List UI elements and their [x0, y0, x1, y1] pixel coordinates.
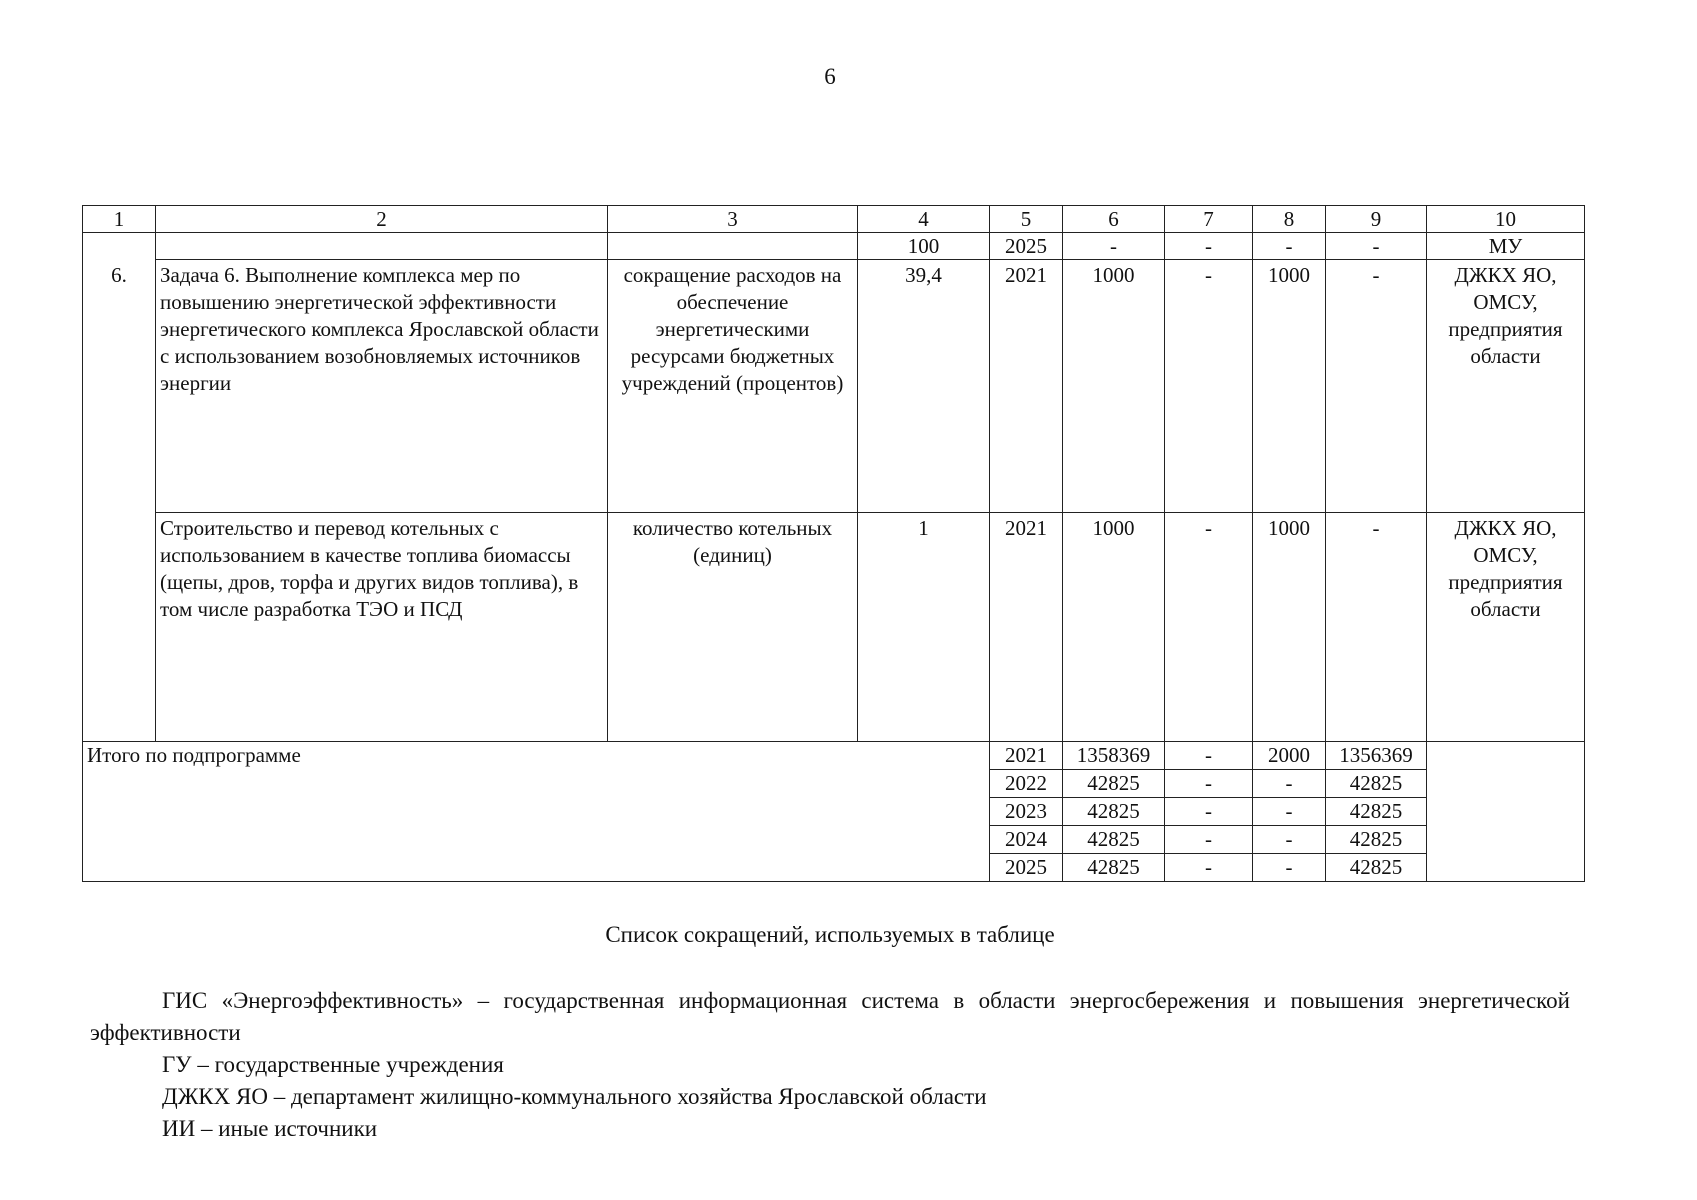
indicator-value: 1 [858, 513, 990, 742]
funding-total: 42825 [1063, 798, 1165, 826]
funding-cell: - [1253, 826, 1326, 854]
indicator-value: 100 [858, 233, 990, 260]
funding-cell: - [1253, 798, 1326, 826]
funding-total: 1000 [1063, 260, 1165, 513]
abbreviation-item: ИИ – иные источники [162, 1116, 378, 1141]
year-cell: 2023 [990, 798, 1063, 826]
abbreviations-list [90, 985, 1570, 1145]
indicator-value: 39,4 [858, 260, 990, 513]
header-cell: 1 [83, 206, 156, 233]
table-header-row [83, 206, 1585, 233]
table-row [83, 513, 1585, 742]
funding-cell: 42825 [1326, 854, 1427, 882]
funding-cell: - [1165, 826, 1253, 854]
funding-cell: 1000 [1253, 513, 1326, 742]
year-cell: 2025 [990, 233, 1063, 260]
header-cell: 6 [1063, 206, 1165, 233]
empty-cell [608, 233, 858, 260]
empty-cell [1427, 742, 1585, 882]
funding-cell: 42825 [1326, 798, 1427, 826]
abbreviations-caption: Список сокращений, используемых в таблице [605, 922, 1055, 947]
program-table [82, 205, 1585, 882]
header-cell: 5 [990, 206, 1063, 233]
funding-cell: - [1326, 513, 1427, 742]
funding-cell: - [1165, 742, 1253, 770]
funding-cell: - [1326, 233, 1427, 260]
header-cell: 4 [858, 206, 990, 233]
funding-total: 42825 [1063, 826, 1165, 854]
header-cell: 2 [156, 206, 608, 233]
year-cell: 2021 [990, 513, 1063, 742]
funding-total: 1358369 [1063, 742, 1165, 770]
header-cell: 10 [1427, 206, 1585, 233]
page-number: 6 [824, 64, 836, 89]
funding-cell: - [1165, 854, 1253, 882]
empty-cell [156, 233, 608, 260]
funding-cell: - [1165, 770, 1253, 798]
year-cell: 2025 [990, 854, 1063, 882]
indicator-name: сокращение расходов на обеспечение энергетическими ресурсами бюджетных учреждений (процентов) [608, 260, 858, 513]
funding-total: 42825 [1063, 854, 1165, 882]
year-cell: 2024 [990, 826, 1063, 854]
header-cell: 9 [1326, 206, 1427, 233]
table-row [83, 260, 1585, 513]
activity-name: Строительство и перевод котельных с использованием в качестве топлива биомассы (щепы, дров, торфа и других видов топлива), в том числе разработка ТЭО и ПСД [156, 513, 608, 742]
indicator-name: количество котельных (единиц) [608, 513, 858, 742]
funding-total: 1000 [1063, 513, 1165, 742]
task-name: Задача 6. Выполнение комплекса мер по повышению энергетической эффективности энергетического комплекса Ярославской области с использованием возобновляемых источников энергии [156, 260, 608, 513]
funding-cell: 1000 [1253, 260, 1326, 513]
funding-cell: 42825 [1326, 770, 1427, 798]
header-cell: 3 [608, 206, 858, 233]
executor-cell: ДЖКХ ЯО, ОМСУ, предприятия области [1427, 513, 1585, 742]
header-cell: 8 [1253, 206, 1326, 233]
executor-cell: ДЖКХ ЯО, ОМСУ, предприятия области [1427, 260, 1585, 513]
funding-cell: 1356369 [1326, 742, 1427, 770]
funding-cell: 2000 [1253, 742, 1326, 770]
abbreviation-item: ГУ – государственные учреждения [162, 1052, 504, 1077]
totals-label: Итого по подпрограмме [83, 742, 990, 882]
funding-cell: - [1326, 260, 1427, 513]
header-cell: 7 [1165, 206, 1253, 233]
funding-cell: - [1165, 260, 1253, 513]
table-row [83, 233, 1585, 260]
funding-total: 42825 [1063, 770, 1165, 798]
year-cell: 2022 [990, 770, 1063, 798]
row-number: 6. [83, 260, 156, 742]
funding-cell: - [1253, 770, 1326, 798]
funding-total: - [1063, 233, 1165, 260]
abbreviation-item: ГИС «Энергоэффективность» – государственная информационная система в области энергосбережения и повышения энергетической эффективности [90, 988, 1570, 1045]
funding-cell: - [1165, 513, 1253, 742]
executor-cell: МУ [1427, 233, 1585, 260]
funding-cell: - [1253, 854, 1326, 882]
funding-cell: 42825 [1326, 826, 1427, 854]
year-cell: 2021 [990, 742, 1063, 770]
funding-cell: - [1165, 798, 1253, 826]
funding-cell: - [1165, 233, 1253, 260]
year-cell: 2021 [990, 260, 1063, 513]
abbreviation-item: ДЖКХ ЯО – департамент жилищно-коммунального хозяйства Ярославской области [162, 1084, 987, 1109]
empty-cell [83, 233, 156, 260]
totals-row [83, 742, 1585, 770]
funding-cell: - [1253, 233, 1326, 260]
